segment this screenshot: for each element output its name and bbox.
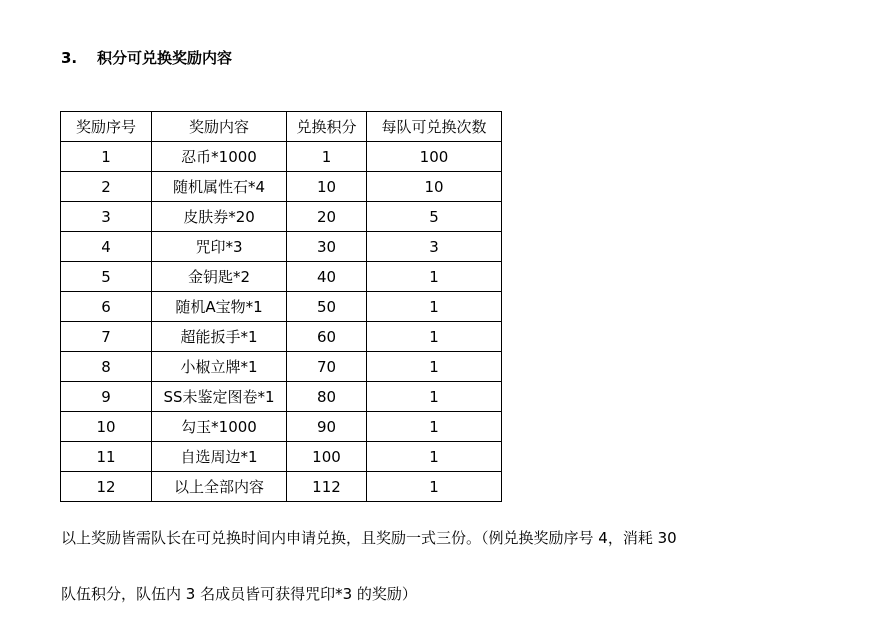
cell-reward-content: 咒印*3 [152,232,287,262]
cell-redeem-count: 1 [367,442,502,472]
cell-reward-content: SS未鉴定图卷*1 [152,382,287,412]
cell-reward-content: 勾玉*1000 [152,412,287,442]
cell-points: 112 [287,472,367,502]
cell-points: 90 [287,412,367,442]
cell-reward-number: 2 [61,172,152,202]
header-redeem-count: 每队可兑换次数 [367,112,502,142]
cell-points: 100 [287,442,367,472]
table-row [61,412,502,442]
cell-reward-content: 皮肤券*20 [152,202,287,232]
cell-reward-content: 超能扳手*1 [152,322,287,352]
cell-reward-content: 随机属性石*4 [152,172,287,202]
cell-reward-number: 7 [61,322,152,352]
table-row [61,292,502,322]
cell-redeem-count: 1 [367,352,502,382]
note-line-1: 以上奖励皆需队长在可兑换时间内申请兑换，且奖励一式三份。（例兑换奖励序号 4，消耗 30 [61,529,677,547]
cell-redeem-count: 10 [367,172,502,202]
reward-table [60,111,502,502]
table-row [61,142,502,172]
cell-reward-number: 9 [61,382,152,412]
cell-redeem-count: 1 [367,292,502,322]
table-row [61,352,502,382]
table-row [61,262,502,292]
table-header-row [61,112,502,142]
cell-points: 80 [287,382,367,412]
cell-reward-number: 6 [61,292,152,322]
table-row [61,232,502,262]
cell-points: 10 [287,172,367,202]
cell-reward-content: 小椒立牌*1 [152,352,287,382]
table-row [61,172,502,202]
cell-reward-number: 8 [61,352,152,382]
cell-points: 1 [287,142,367,172]
section-number: 3. [61,49,78,67]
cell-points: 50 [287,292,367,322]
cell-redeem-count: 3 [367,232,502,262]
cell-reward-content: 忍币*1000 [152,142,287,172]
cell-points: 60 [287,322,367,352]
cell-redeem-count: 1 [367,382,502,412]
cell-points: 70 [287,352,367,382]
table-row [61,322,502,352]
cell-reward-number: 11 [61,442,152,472]
table-row [61,472,502,502]
note-line-2: 队伍积分，队伍内 3 名成员皆可获得咒印*3 的奖励） [61,585,417,603]
cell-redeem-count: 1 [367,412,502,442]
header-points: 兑换积分 [287,112,367,142]
cell-points: 30 [287,232,367,262]
cell-reward-number: 4 [61,232,152,262]
cell-reward-number: 5 [61,262,152,292]
cell-reward-number: 12 [61,472,152,502]
table-body [61,142,502,502]
section-heading [61,47,232,68]
cell-redeem-count: 1 [367,322,502,352]
table-row [61,382,502,412]
cell-redeem-count: 5 [367,202,502,232]
cell-points: 20 [287,202,367,232]
cell-redeem-count: 100 [367,142,502,172]
cell-reward-content: 自选周边*1 [152,442,287,472]
cell-points: 40 [287,262,367,292]
table-row [61,442,502,472]
cell-reward-content: 以上全部内容 [152,472,287,502]
header-reward-number: 奖励序号 [61,112,152,142]
cell-redeem-count: 1 [367,262,502,292]
cell-reward-number: 1 [61,142,152,172]
header-reward-content: 奖励内容 [152,112,287,142]
cell-redeem-count: 1 [367,472,502,502]
cell-reward-content: 随机A宝物*1 [152,292,287,322]
cell-reward-content: 金钥匙*2 [152,262,287,292]
section-title: 积分可兑换奖励内容 [97,49,233,67]
cell-reward-number: 10 [61,412,152,442]
table-row [61,202,502,232]
cell-reward-number: 3 [61,202,152,232]
